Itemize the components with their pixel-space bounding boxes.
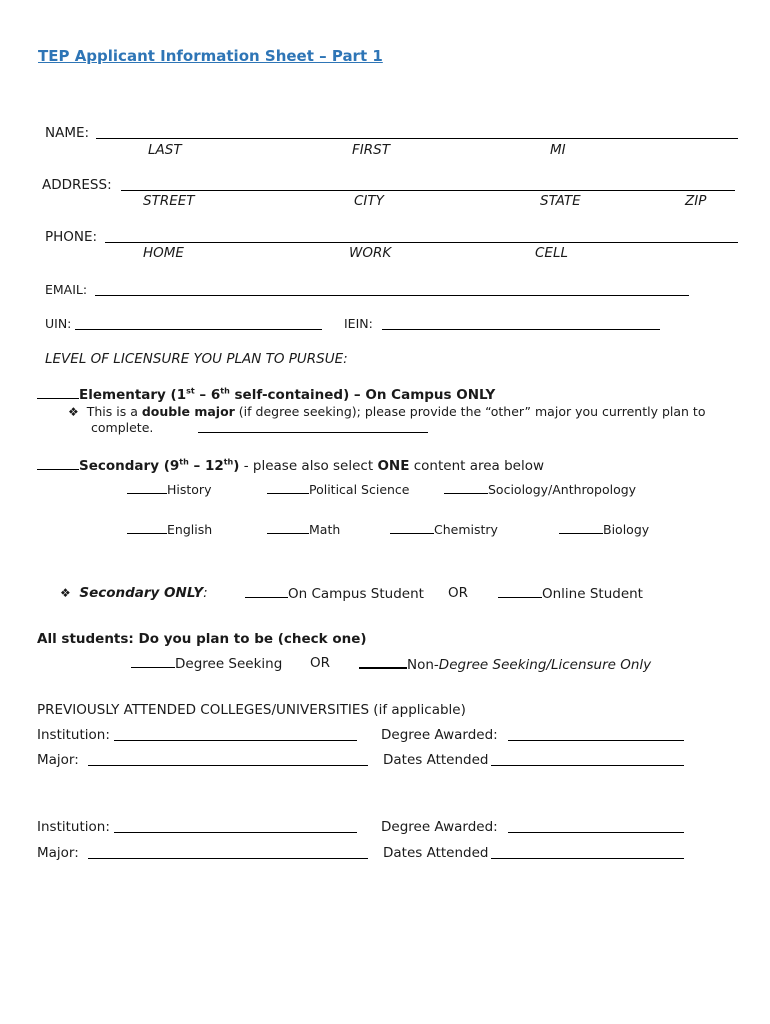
- institution-field[interactable]: [114, 740, 357, 741]
- subject-political-science[interactable]: Political Science: [267, 481, 410, 497]
- subject-math[interactable]: Math: [267, 521, 340, 537]
- phone-sub-work: WORK: [349, 245, 392, 261]
- subject-sociology-anthropology[interactable]: Sociology/Anthropology: [444, 481, 636, 497]
- email-field[interactable]: [95, 295, 689, 296]
- licensure-heading: LEVEL OF LICENSURE YOU PLAN TO PURSUE:: [45, 351, 348, 367]
- degree-seeking-option[interactable]: Degree Seeking: [131, 655, 282, 672]
- phone-sub-home: HOME: [143, 245, 184, 261]
- subject-english[interactable]: English: [127, 521, 212, 537]
- secondary-only-label: ❖ Secondary ONLY:: [60, 585, 208, 601]
- institution-label: Institution:: [37, 819, 110, 835]
- elementary-check-blank[interactable]: [37, 386, 79, 399]
- degree-awarded-field[interactable]: [508, 832, 684, 833]
- dates-attended-field[interactable]: [491, 765, 684, 766]
- phone-label: PHONE:: [45, 229, 98, 245]
- degree-awarded-label: Degree Awarded:: [381, 819, 498, 835]
- phone-sub-cell: CELL: [535, 245, 568, 261]
- online-option[interactable]: Online Student: [498, 585, 643, 602]
- address-sub-zip: ZIP: [685, 193, 707, 209]
- non-degree-option[interactable]: Non-Degree Seeking/Licensure Only: [359, 655, 651, 673]
- elementary-option[interactable]: Elementary (1st – 6th self-contained) – On Campus ONLY: [37, 386, 495, 403]
- previous-colleges-heading: PREVIOUSLY ATTENDED COLLEGES/UNIVERSITIES (if applicable): [37, 702, 466, 718]
- elementary-note-line2: complete.: [91, 420, 154, 435]
- subject-chemistry[interactable]: Chemistry: [390, 521, 498, 537]
- address-sub-street: STREET: [143, 193, 195, 209]
- phone-field[interactable]: [105, 242, 738, 243]
- all-students-question: All students: Do you plan to be (check one): [37, 631, 367, 647]
- degree-awarded-field[interactable]: [508, 740, 684, 741]
- secondary-check-blank[interactable]: [37, 457, 79, 470]
- uin-field[interactable]: [75, 329, 322, 330]
- elementary-note: ❖ This is a double major (if degree seeking); please provide the “other” major you currently plan to: [68, 404, 706, 419]
- major-field[interactable]: [88, 858, 368, 859]
- subject-history[interactable]: History: [127, 481, 211, 497]
- dates-attended-label: Dates Attended: [383, 752, 489, 768]
- dates-attended-field[interactable]: [491, 858, 684, 859]
- institution-label: Institution:: [37, 727, 110, 743]
- subject-biology[interactable]: Biology: [559, 521, 649, 537]
- secondary-or-text: OR: [448, 585, 469, 601]
- degree-awarded-label: Degree Awarded:: [381, 727, 498, 743]
- name-sub-mi: MI: [550, 142, 566, 158]
- institution-field[interactable]: [114, 832, 357, 833]
- address-sub-city: CITY: [354, 193, 384, 209]
- dates-attended-label: Dates Attended: [383, 845, 489, 861]
- major-label: Major:: [37, 845, 79, 861]
- name-sub-first: FIRST: [352, 142, 390, 158]
- diamond-bullet-icon: ❖: [60, 586, 71, 600]
- page-title: TEP Applicant Information Sheet – Part 1: [38, 47, 383, 65]
- email-label: EMAIL:: [45, 282, 88, 297]
- secondary-option[interactable]: Secondary (9th – 12th) - please also select ONE content area below: [37, 457, 544, 474]
- address-sub-state: STATE: [540, 193, 581, 209]
- all-students-or-text: OR: [310, 655, 331, 671]
- iein-label: IEIN:: [344, 316, 373, 331]
- major-field[interactable]: [88, 765, 368, 766]
- name-sub-last: LAST: [148, 142, 182, 158]
- uin-label: UIN:: [45, 316, 72, 331]
- major-label: Major:: [37, 752, 79, 768]
- iein-field[interactable]: [382, 329, 660, 330]
- address-label: ADDRESS:: [42, 177, 112, 193]
- diamond-bullet-icon: ❖: [68, 405, 79, 419]
- name-field[interactable]: [96, 138, 738, 139]
- address-field[interactable]: [121, 190, 735, 191]
- on-campus-option[interactable]: On Campus Student: [245, 585, 424, 602]
- name-label: NAME:: [45, 125, 90, 141]
- other-major-field[interactable]: [198, 432, 428, 433]
